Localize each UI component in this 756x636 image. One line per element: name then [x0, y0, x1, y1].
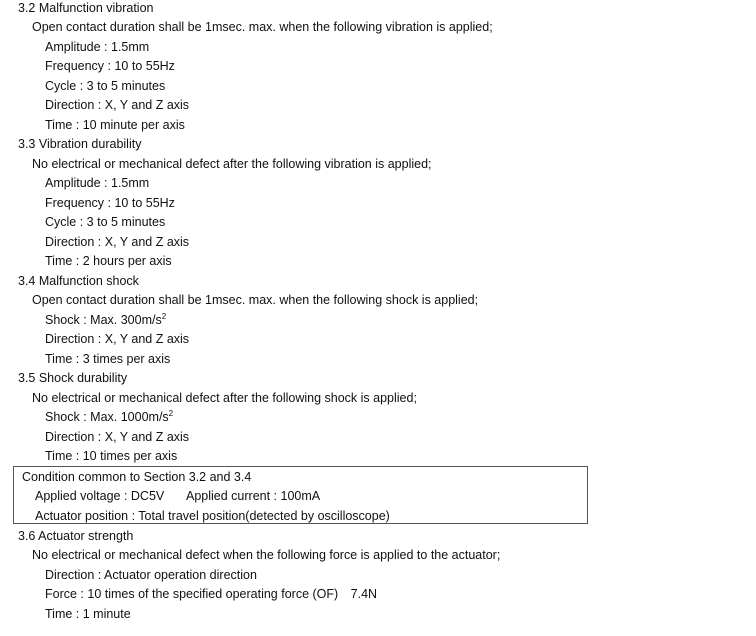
section-3-3-heading: 3.3 Vibration durability	[18, 137, 142, 151]
section-3-6-force: Force : 10 times of the specified operating force (OF) 7.4N	[45, 587, 378, 601]
section-3-6-intro: No electrical or mechanical defect when the following force is applied to the actuator;	[32, 548, 501, 562]
section-3-5-shock-exponent: 2	[168, 408, 174, 418]
section-3-2-frequency: Frequency : 10 to 55Hz	[45, 59, 175, 73]
section-3-5-heading: 3.5 Shock durability	[18, 371, 128, 385]
condition-box-title: Condition common to Section 3.2 and 3.4	[22, 470, 252, 484]
section-3-2-direction: Direction : X, Y and Z axis	[45, 98, 190, 112]
condition-actuator-position: Actuator position : Total travel position(detected by oscilloscope)	[35, 509, 390, 523]
section-3-6-time: Time : 1 minute	[45, 607, 131, 621]
section-3-4-shock	[45, 312, 166, 328]
section-3-6-heading: 3.6 Actuator strength	[18, 529, 134, 543]
section-3-2-intro: Open contact duration shall be 1msec. max. when the following vibration is applied;	[32, 20, 493, 34]
section-3-2-heading: 3.2 Malfunction vibration	[18, 1, 154, 15]
section-3-4-intro: Open contact duration shall be 1msec. max. when the following shock is applied;	[32, 293, 479, 307]
section-3-5-direction: Direction : X, Y and Z axis	[45, 430, 190, 444]
section-3-3-frequency: Frequency : 10 to 55Hz	[45, 196, 175, 210]
section-3-3-intro: No electrical or mechanical defect after the following vibration is applied;	[32, 157, 432, 171]
section-3-4-direction: Direction : X, Y and Z axis	[45, 332, 190, 346]
section-3-2-cycle: Cycle : 3 to 5 minutes	[45, 79, 166, 93]
section-3-3-time: Time : 2 hours per axis	[45, 254, 172, 268]
section-3-4-shock-text: Shock : Max. 300m/s	[45, 313, 162, 327]
section-3-4-heading: 3.4 Malfunction shock	[18, 274, 139, 288]
condition-applied-voltage: Applied voltage : DC5V	[35, 489, 165, 503]
section-3-5-shock-text: Shock : Max. 1000m/s	[45, 410, 169, 424]
condition-box	[13, 466, 588, 524]
section-3-4-time: Time : 3 times per axis	[45, 352, 171, 366]
section-3-4-shock-exponent: 2	[161, 311, 167, 321]
section-3-2-time: Time : 10 minute per axis	[45, 118, 185, 132]
section-3-6-direction: Direction : Actuator operation direction	[45, 568, 257, 582]
section-3-2-amplitude: Amplitude : 1.5mm	[45, 40, 150, 54]
section-3-3-direction: Direction : X, Y and Z axis	[45, 235, 190, 249]
condition-applied-current: Applied current : 100mA	[186, 489, 321, 503]
section-3-3-cycle: Cycle : 3 to 5 minutes	[45, 215, 166, 229]
section-3-5-time: Time : 10 times per axis	[45, 449, 178, 463]
section-3-5-shock	[45, 409, 173, 425]
section-3-3-amplitude: Amplitude : 1.5mm	[45, 176, 150, 190]
section-3-5-intro: No electrical or mechanical defect after the following shock is applied;	[32, 391, 417, 405]
